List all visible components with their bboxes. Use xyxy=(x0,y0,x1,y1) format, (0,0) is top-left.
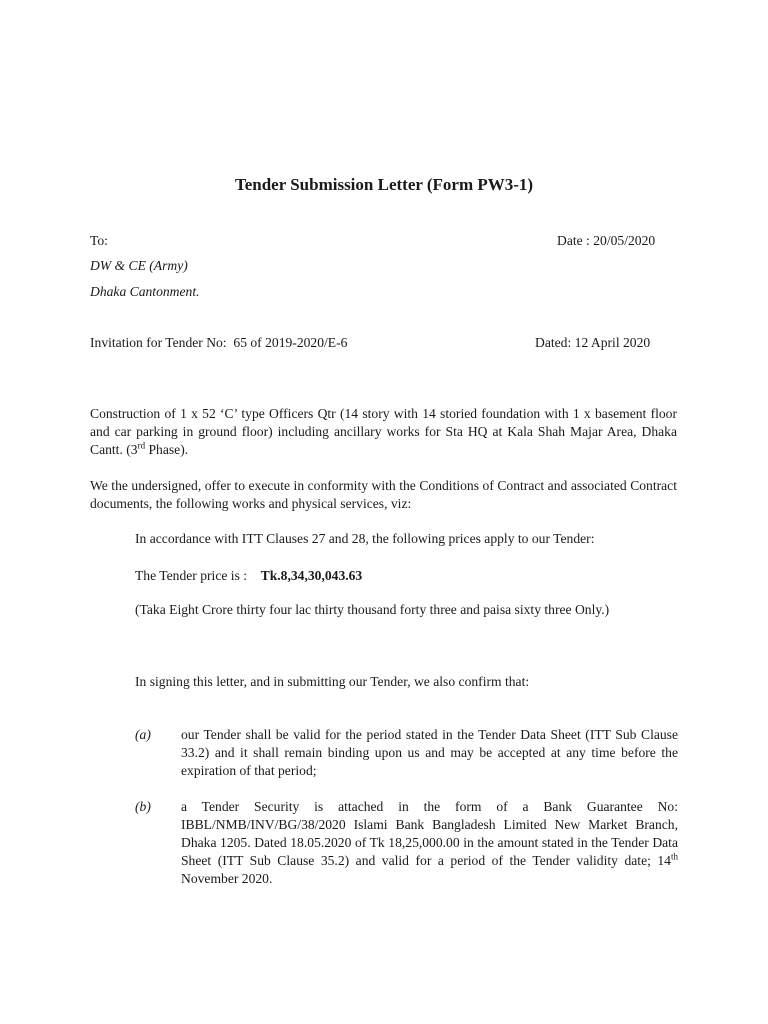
document-title: Tender Submission Letter (Form PW3-1) xyxy=(234,175,534,194)
invitation-dated-value: 12 April 2020 xyxy=(574,335,651,350)
date-value: 20/05/2020 xyxy=(593,233,656,248)
offer-paragraph: We the undersigned, offer to execute in conformity with the Conditions of Contract and associated Contract documents, the following works and physical services, viz: xyxy=(90,478,677,511)
tender-price-words: (Taka Eight Crore thirty four lac thirty thousand forty three and paisa sixty three Only.) xyxy=(135,602,610,617)
date-label: Date : xyxy=(557,233,590,248)
invitation-number: 65 of 2019-2020/E-6 xyxy=(233,335,348,350)
item-a-label: (a) xyxy=(135,727,151,742)
invitation-dated-label: Dated: xyxy=(535,335,572,350)
item-b-label: (b) xyxy=(135,799,151,814)
project-text: Construction of 1 x 52 ‘C’ type Officers Qtr (14 story with 14 storied foundation with 1 x basement floor and car parking in ground floor) including ancillary works for Sta HQ at Kala Shah Majar Area, Dhaka Cantt. (3 xyxy=(90,406,677,457)
tender-price-label: The Tender price is : xyxy=(135,568,248,583)
project-text-end: Phase). xyxy=(145,442,189,457)
item-a-text: our Tender shall be valid for the period stated in the Tender Data Sheet (ITT Sub Clause 33.2) and it shall remain binding upon us and may be accepted at any time before the expiration of that period; xyxy=(181,727,678,778)
item-b-text-main: a Tender Security is attached in the form of a Bank Guarantee No: IBBL/NMB/INV/BG/38/2020 Islami Bank Bangladesh Limited New Market Branch, Dhaka 1205. Dated 18.05.2020 of Tk 18,25,000.00 in the amount stated in the Tender Data Sheet (ITT Sub Clause 35.2) and valid for a period of the Tender validity date; 14 xyxy=(181,799,678,868)
date-line xyxy=(557,232,655,250)
tender-price-line xyxy=(135,567,677,585)
project-sup: rd xyxy=(137,440,146,451)
to-label: To: xyxy=(90,233,108,248)
addressee-line-1: DW & CE (Army) xyxy=(90,258,188,273)
addressee-line-2: Dhaka Cantonment. xyxy=(90,284,200,299)
invitation-dated xyxy=(535,334,650,352)
confirm-paragraph: In signing this letter, and in submitting our Tender, we also confirm that: xyxy=(135,674,530,689)
item-b-sup: th xyxy=(670,851,678,862)
tender-price-value: Tk.8,34,30,043.63 xyxy=(260,568,363,583)
item-b-text-end: November 2020. xyxy=(181,871,273,886)
project-description xyxy=(90,405,677,459)
invitation-line xyxy=(90,334,347,352)
itt-paragraph: In accordance with ITT Clauses 27 and 28, the following prices apply to our Tender: xyxy=(135,531,595,546)
invitation-label: Invitation for Tender No: xyxy=(90,335,227,350)
item-b-text xyxy=(181,798,678,888)
